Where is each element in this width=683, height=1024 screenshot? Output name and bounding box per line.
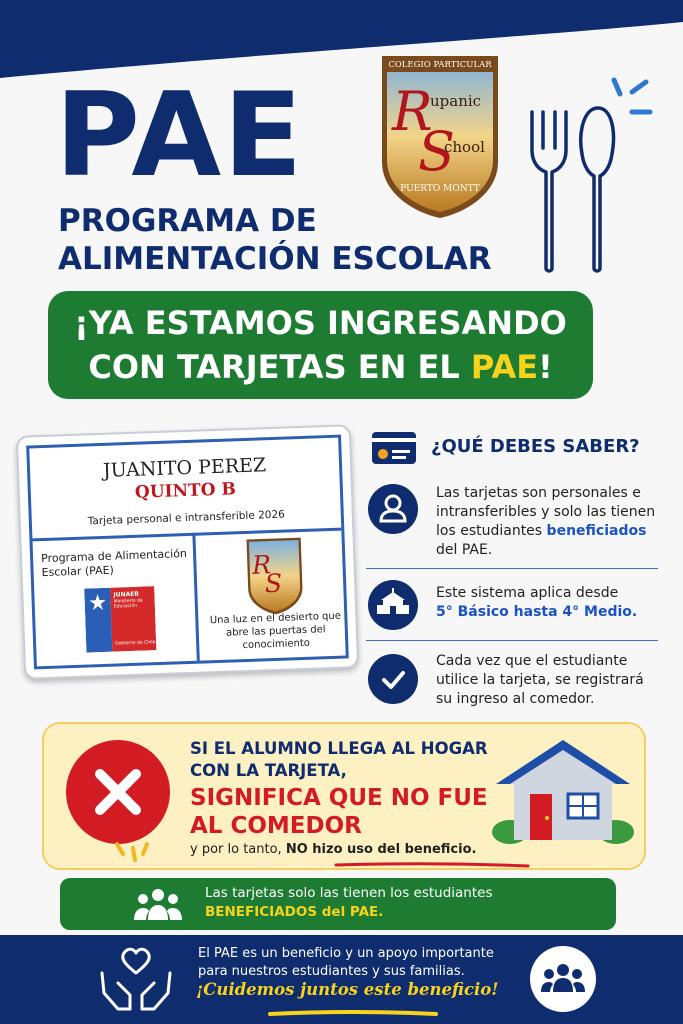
svg-text:R: R [251,550,272,580]
student-card [16,424,359,680]
check-icon [368,654,418,704]
info-item1-text [436,484,662,560]
logo-name-2: chool [444,138,485,156]
warning-line5-prefix: y por lo tanto, [190,842,286,857]
info-item-levels [366,580,662,640]
announcement-banner [48,291,593,399]
user-icon [368,484,418,534]
warning-line3: SIGNIFICA QUE NO FUE [190,785,488,811]
info-item2-main: Este sistema aplica desde [436,585,619,601]
card-motto: Una luz en el desierto que abre las puertas del conocimiento [209,610,342,652]
government-text: Gobierno de Chile [115,640,156,647]
svg-text:R: R [392,80,433,143]
warning-line4: AL COMEDOR [190,813,362,839]
warning-line2: CON LA TARJETA, [190,761,347,780]
card-grade: QUINTO B [134,479,237,503]
bar-line1: Las tarjetas solo las tienen los estudiantes [205,885,493,901]
banner-line2-text: CON TARJETAS EN EL [88,348,471,386]
info-divider [366,640,658,641]
svg-text:S: S [418,120,455,183]
info-item1-main: Las tarjetas son personales e intransferibles y solo las tienen los estudiantes [436,485,656,539]
junaeb-text: JUNAEB [113,590,140,599]
yellow-brush-underline [268,1009,438,1017]
subtitle-line1: PROGRAMA DE [58,203,317,239]
x-icon [66,740,170,844]
banner-highlight: PAE [470,348,539,386]
footer-slogan: ¡Cuidemos juntos este beneficio! [196,980,499,999]
school-logo [378,52,502,220]
banner-line2 [48,345,593,389]
card-divider-vertical [192,533,199,661]
footer-text [198,945,494,981]
card-program-text: Programa de Alimentación Escolar (PAE) [40,547,188,580]
subtitle-line2: ALIMENTACIÓN ESCOLAR [58,241,492,277]
info-item-register [366,652,662,722]
info-divider [366,568,658,569]
logo-top-text: COLEGIO PARTICULAR [384,58,496,72]
svg-text:S: S [264,568,283,599]
banner-line1: ¡YA ESTAMOS INGRESANDO [74,304,567,342]
ministry-text: Ministerio de Educación [113,598,143,610]
footer-line2: para nuestros estudiantes y sus familias. [198,964,465,979]
info-item1-suffix: del PAE. [436,542,493,558]
logo-name-1: upanic [430,92,482,110]
house-icon [490,736,636,848]
banner-line2-suffix: ! [538,348,553,386]
info-item3-text: Cada vez que el estudiante utilice la tarjeta, se registrará su ingreso al comedor. [436,653,644,707]
page-title: PAE [55,68,305,203]
school-icon [368,580,418,630]
rays-icon [107,834,167,864]
warning-line1: SI EL ALUMNO LLEGA AL HOGAR [190,739,488,758]
info-item-personal [366,482,662,572]
card-school-logo [245,535,306,617]
junaeb-logo [84,586,156,652]
footer-line1: El PAE es un beneficio y un apoyo importante [198,946,494,961]
warning-line5 [190,842,476,857]
logo-bottom-text: PUERTO MONTT [400,184,480,194]
info-heading-text: ¿QUÉ DEBES SABER? [431,436,640,457]
info-item2-text [436,584,662,622]
people-icon [530,946,596,1012]
fork-spoon-icon [522,72,662,282]
warning-line-red [190,784,488,840]
card-student-name: JUANITO PEREZ [102,454,267,482]
info-item2-bold: 5° Básico hasta 4° Medio. [436,604,638,620]
warning-line-navy [190,738,488,782]
info-item1-bold: beneficiados [546,523,647,539]
beneficiaries-bar [60,878,616,930]
bar-line2: BENEFICIADOS del PAE. [205,904,384,920]
card-personal-text: Tarjeta personal e intransferible 2026 [87,508,286,528]
red-underline [334,862,530,868]
hands-heart-icon [96,943,176,1015]
id-card-icon [370,428,418,468]
card-frame [26,435,349,670]
info-heading [366,424,662,472]
warning-line5-bold: NO hizo uso del beneficio. [285,842,477,857]
group-icon [132,886,184,922]
